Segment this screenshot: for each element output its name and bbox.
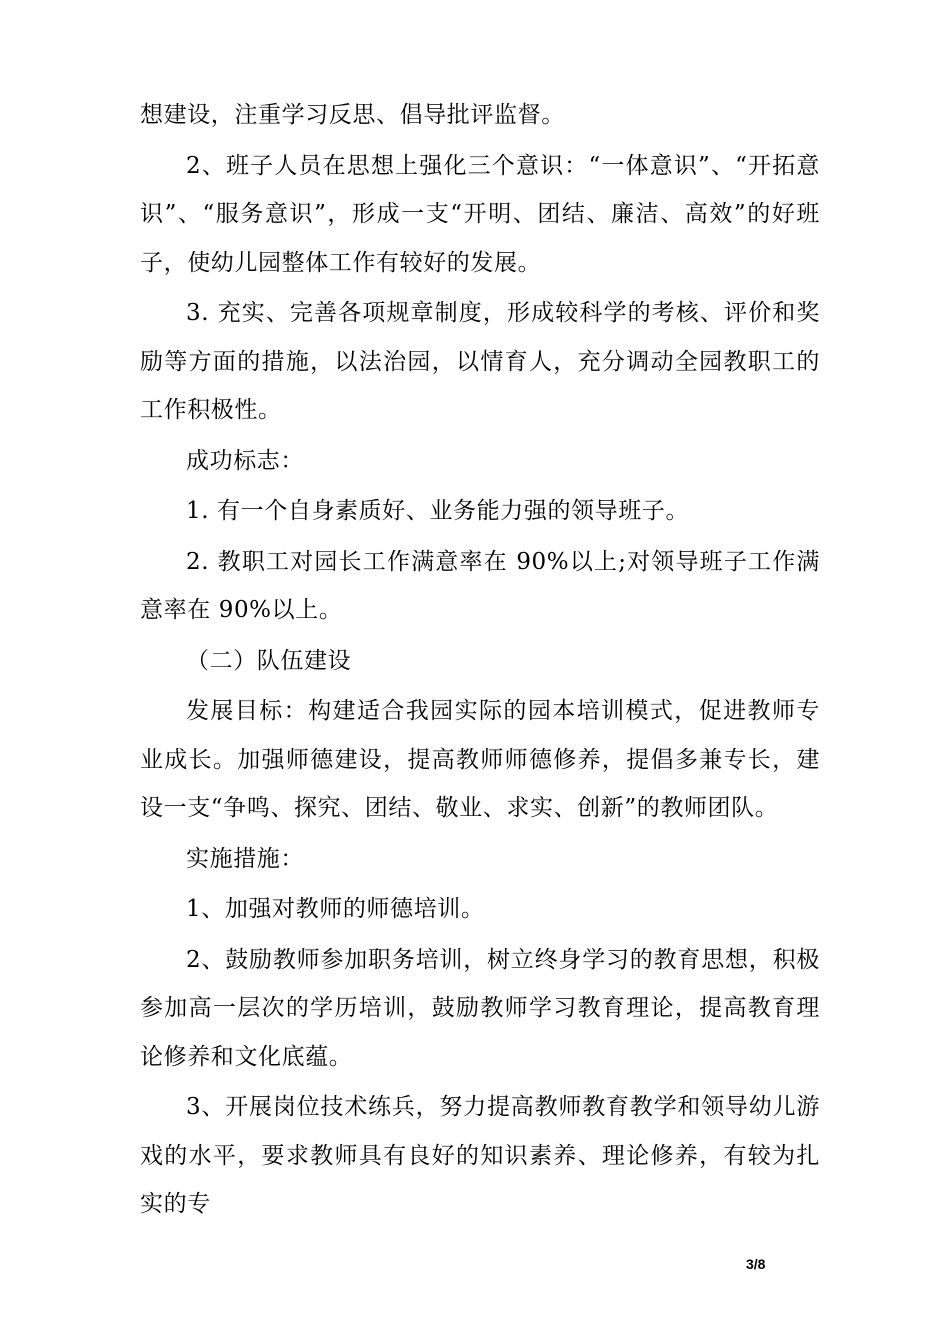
section-heading-team: （二）队伍建设 <box>186 647 352 674</box>
paragraph-measure-2: 2、鼓励教师参加职务培训，树立终身学习的教育思想，积极参加高一层次的学历培训，鼓励教师学习教育理论，提高教育理论修养和文化底蕴。 <box>140 946 820 1070</box>
paragraph-success-2: 2. 教职工对园长工作满意率在 90%以上;对领导班子工作满意率在 90%以上。 <box>140 548 820 623</box>
paragraph-measure-1: 1、加强对教师的师德培训。 <box>186 896 485 922</box>
paragraph-item-3: 3. 充实、完善各项规章制度，形成较科学的考核、评价和奖励等方面的措施，以法治园，以情育人，充分调动全园教职工的工作积极性。 <box>140 300 820 423</box>
paragraph-measures-heading: 实施措施： <box>186 845 304 872</box>
document-body <box>140 91 820 1229</box>
paragraph-measure-3: 3、开展岗位技术练兵，努力提高教师教育教学和领导幼儿游戏的水平，要求教师具有良好的知识素养、理论修养，有较为扎实的专 <box>140 1094 820 1217</box>
paragraph-success-1: 1. 有一个自身素质好、业务能力强的领导班子。 <box>186 498 690 524</box>
paragraph-development-goal: 发展目标：构建适合我园实际的园本培训模式，促进教师专业成长。加强师德建设，提高教师师德修养，提倡多兼专长，建设一支“争鸣、探究、团结、敬业、求实、创新”的教师团队。 <box>140 698 820 821</box>
page-number: 3/8 <box>746 1256 766 1272</box>
paragraph-success-heading: 成功标志： <box>186 447 304 474</box>
paragraph-item-2: 2、班子人员在思想上强化三个意识：“一体意识”、“开拓意识”、“服务意识”，形成一支“开明、团结、廉洁、高效”的好班子，使幼儿园整体工作有较好的发展。 <box>140 152 820 276</box>
paragraph-continuation: 想建设，注重学习反思、倡导批评监督。 <box>140 102 565 128</box>
